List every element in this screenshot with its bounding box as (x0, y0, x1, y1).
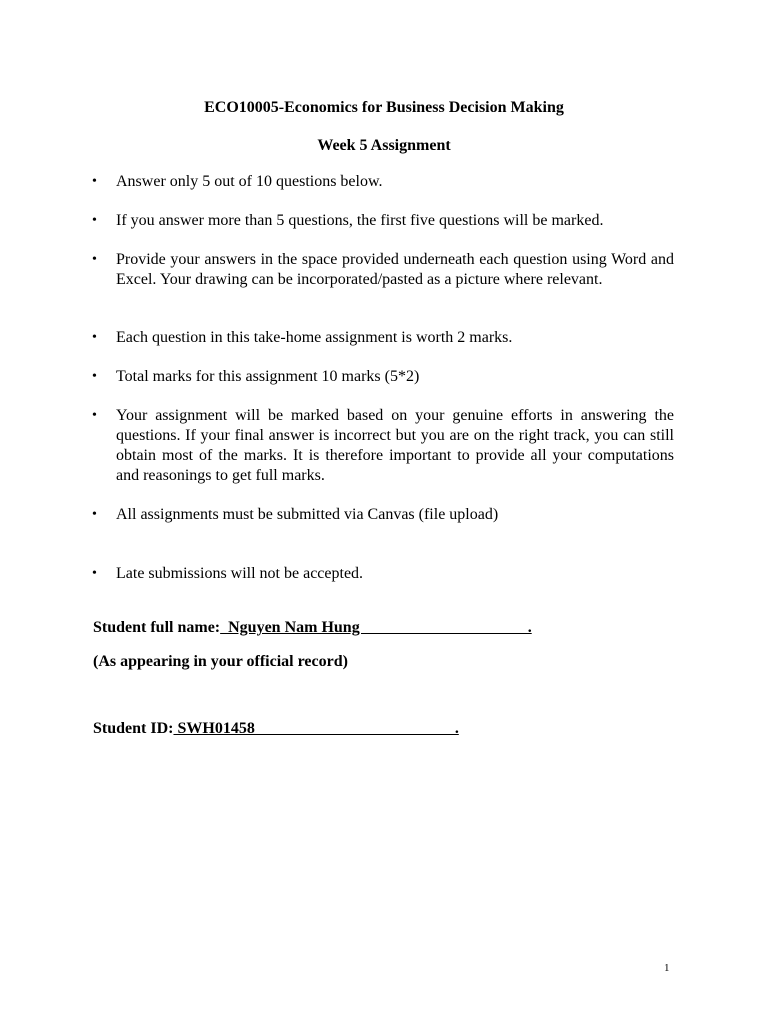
student-name-field (93, 618, 532, 638)
instruction-item (92, 211, 674, 231)
student-name-label: Student full name: (93, 619, 221, 636)
instruction-text: Each question in this take-home assignment is worth 2 marks. (116, 329, 513, 346)
instruction-item (92, 172, 674, 192)
instruction-item (92, 328, 674, 348)
instruction-text: Answer only 5 out of 10 questions below. (116, 173, 383, 190)
bullet-icon: • (92, 213, 97, 228)
instruction-text: Provide your answers in the space provided underneath each question using Word and Excel. Your drawing can be incorporated/pasted as a picture where relevant. (116, 251, 674, 288)
instruction-item (92, 250, 674, 290)
bullet-icon: • (92, 330, 97, 345)
instruction-text: All assignments must be submitted via Canvas (file upload) (116, 506, 499, 523)
assignment-title: Week 5 Assignment (317, 137, 451, 154)
student-id-field (93, 719, 459, 739)
instruction-item (92, 505, 674, 525)
instruction-item (92, 367, 674, 387)
bullet-icon: • (92, 252, 97, 267)
bullet-icon: • (92, 174, 97, 189)
student-name-value: Nguyen Nam Hung . (220, 619, 532, 636)
student-name-note: (As appearing in your official record) (93, 653, 348, 670)
bullet-icon: • (92, 566, 97, 581)
student-id-label: Student ID: (93, 720, 174, 737)
course-title: ECO10005-Economics for Business Decision Making (204, 99, 564, 116)
bullet-icon: • (92, 408, 97, 423)
instruction-text: Total marks for this assignment 10 marks (5*2) (116, 368, 420, 385)
bullet-icon: • (92, 369, 97, 384)
page-number: 1 (664, 962, 670, 974)
instruction-text: If you answer more than 5 questions, the first five questions will be marked. (116, 212, 604, 229)
instruction-text: Your assignment will be marked based on your genuine efforts in answering the questions. If your final answer is incorrect but you are on the right track, you can still obtain most of the marks. It is therefore important to provide all your computations and reasonings to get full marks. (116, 407, 674, 484)
instruction-text: Late submissions will not be accepted. (116, 565, 364, 582)
instruction-item (92, 564, 674, 584)
instruction-item (92, 406, 674, 486)
bullet-icon: • (92, 507, 97, 522)
student-id-value: SWH01458 . (173, 720, 459, 737)
